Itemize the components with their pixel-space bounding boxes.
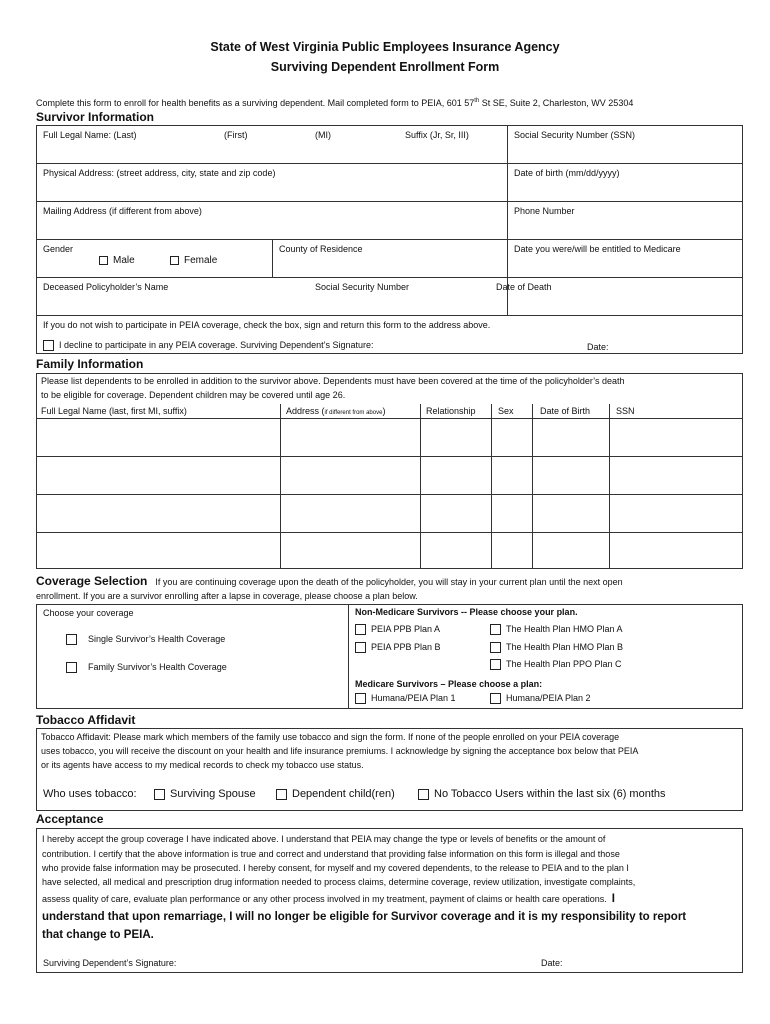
- ppb-a-option[interactable]: [355, 624, 440, 635]
- deceased-ssn-label[interactable]: Social Security Number: [315, 282, 410, 292]
- family-coverage-checkbox[interactable]: [66, 662, 77, 673]
- divider: [272, 239, 273, 277]
- ppb-a-checkbox[interactable]: [355, 624, 366, 635]
- ppb-b-option[interactable]: [355, 642, 441, 653]
- humana-2-option[interactable]: [490, 693, 591, 704]
- humana-1-option[interactable]: [355, 693, 456, 704]
- col-dob: Date of Birth: [540, 406, 591, 416]
- col-address-label: Address (: [286, 406, 325, 416]
- female-label: Female: [184, 255, 218, 266]
- hmo-a-checkbox[interactable]: [490, 624, 501, 635]
- choose-coverage-label: Choose your coverage: [43, 608, 134, 618]
- ppo-c-option[interactable]: [490, 659, 622, 670]
- acceptance-line-5: [42, 893, 615, 907]
- tobacco-line-1: Tobacco Affidavit: Please mark which members of the family use tobacco and sign the form. If none of the people enrolled on your PEIA coverage: [41, 732, 620, 742]
- decline-date-label[interactable]: Date:: [587, 342, 609, 352]
- no-tobacco-checkbox[interactable]: [418, 789, 429, 800]
- survivor-heading: Survivor Information: [36, 110, 155, 124]
- no-tobacco-option[interactable]: [418, 788, 666, 800]
- divider: [36, 456, 743, 457]
- male-label: Male: [113, 255, 135, 266]
- divider: [420, 404, 421, 569]
- tobacco-line-3: or its agents have access to my medical records to check my tobacco use status.: [41, 760, 364, 770]
- female-checkbox[interactable]: [170, 256, 179, 265]
- divider: [36, 239, 743, 240]
- hmo-b-checkbox[interactable]: [490, 642, 501, 653]
- humana-2-checkbox[interactable]: [490, 693, 501, 704]
- coverage-heading: Coverage Selection: [36, 574, 148, 588]
- divider: [36, 532, 743, 533]
- female-option[interactable]: [170, 255, 217, 266]
- form-subtitle: Surviving Dependent Enrollment Form: [270, 60, 500, 74]
- physical-address-label[interactable]: Physical Address: (street address, city, state and zip code): [43, 168, 276, 178]
- decline-label: I decline to participate in any PEIA coverage. Surviving Dependent’s Signature:: [59, 340, 374, 350]
- name-last-label[interactable]: Full Legal Name: (Last): [43, 130, 137, 140]
- intro-pre: Complete this form to enroll for health benefits as a surviving dependent. Mail completed form to PEIA, 601 57: [36, 98, 475, 108]
- acceptance-bold-1: I: [611, 893, 615, 905]
- gender-label: Gender: [43, 244, 74, 254]
- intro-post: St SE, Suite 2, Charleston, WV 25304: [479, 98, 634, 108]
- humana-1-label: Humana/PEIA Plan 1: [371, 693, 456, 703]
- acceptance-signature-label[interactable]: Surviving Dependent’s Signature:: [43, 958, 177, 968]
- family-heading: Family Information: [36, 357, 144, 371]
- humana-2-label: Humana/PEIA Plan 2: [506, 693, 591, 703]
- col-relationship: Relationship: [426, 406, 476, 416]
- dependent-checkbox[interactable]: [276, 789, 287, 800]
- intro-sup: th: [474, 98, 480, 104]
- form-title: State of West Virginia Public Employees Insurance Agency: [210, 40, 560, 54]
- decline-instruction: If you do not wish to participate in PEIA coverage, check the box, sign and return this form to the address above.: [43, 320, 491, 330]
- family-coverage-option[interactable]: [66, 662, 227, 673]
- acceptance-line-3: who provide false information may be prosecuted. I hereby consent, for myself and my covered dependents, to the release to PEIA and to the plan I: [42, 863, 629, 873]
- col-address-small: if different from above: [324, 410, 383, 416]
- single-coverage-label: Single Survivor’s Health Coverage: [88, 634, 226, 644]
- col-name: Full Legal Name (last, first MI, suffix): [41, 406, 187, 416]
- divider: [491, 404, 492, 569]
- deceased-name-label[interactable]: Deceased Policyholder’s Name: [43, 282, 169, 292]
- family-instruction-1: Please list dependents to be enrolled in addition to the survivor above. Dependents must have been covered at the time of the policyholder’s death: [41, 376, 625, 386]
- acceptance-bold-2: understand that upon remarriage, I will no longer be eligible for Survivor coverage and it is my responsibility to report: [42, 911, 687, 923]
- acceptance-bold-3: that change to PEIA.: [42, 929, 154, 941]
- ppo-c-checkbox[interactable]: [490, 659, 501, 670]
- ssn-label[interactable]: Social Security Number (SSN): [514, 130, 636, 140]
- intro-text: [36, 95, 633, 111]
- divider: [36, 494, 743, 495]
- col-ssn: SSN: [616, 406, 635, 416]
- spouse-label: Surviving Spouse: [170, 788, 256, 800]
- acceptance-line-1: I hereby accept the group coverage I have indicated above. I understand that PEIA may change the type or levels of benefits or the amount of: [42, 834, 606, 844]
- name-mi-label[interactable]: (MI): [315, 130, 331, 140]
- col-address: [286, 406, 385, 416]
- single-coverage-checkbox[interactable]: [66, 634, 77, 645]
- no-tobacco-label: No Tobacco Users within the last six (6) months: [434, 788, 666, 800]
- male-checkbox[interactable]: [99, 256, 108, 265]
- divider: [36, 315, 743, 316]
- name-suffix-label[interactable]: Suffix (Jr, Sr, III): [405, 130, 469, 140]
- name-first-label[interactable]: (First): [224, 130, 248, 140]
- col-sex: Sex: [498, 406, 514, 416]
- single-coverage-option[interactable]: [66, 634, 225, 645]
- acceptance-line-5-text: assess quality of care, evaluate plan performance or any other process involved in my treatment, payment of claims or health care operations.: [42, 894, 607, 904]
- tobacco-line-2: uses tobacco, you will receive the discount on your health and life insurance premiums. I acknowledge by signing the acceptance box below that PEIA: [41, 746, 639, 756]
- acceptance-line-4: have selected, all medical and prescription drug information needed to process claims, determine coverage, review utilization, investigate complaints,: [42, 877, 636, 887]
- male-option[interactable]: [99, 255, 135, 266]
- divider: [348, 604, 349, 709]
- divider: [532, 404, 533, 569]
- divider: [36, 163, 743, 164]
- divider: [36, 201, 743, 202]
- family-instruction-2: to be eligible for coverage. Dependent children may be covered until age 26.: [41, 390, 346, 400]
- tobacco-heading: Tobacco Affidavit: [36, 713, 136, 727]
- acceptance-date-label[interactable]: Date:: [541, 958, 563, 968]
- divider: [609, 404, 610, 569]
- divider: [36, 277, 743, 278]
- ppb-b-label: PEIA PPB Plan B: [371, 642, 441, 652]
- col-address-close: ): [382, 406, 386, 416]
- hmo-b-option[interactable]: [490, 642, 623, 653]
- non-medicare-heading: Non-Medicare Survivors -- Please choose your plan.: [355, 607, 578, 617]
- divider: [36, 418, 743, 419]
- ppb-a-label: PEIA PPB Plan A: [371, 624, 441, 634]
- decline-option[interactable]: [43, 340, 374, 351]
- acceptance-line-2: contribution. I certify that the above information is true and correct and understand that providing false information on this form is illegal and those: [42, 849, 620, 859]
- dependent-label: Dependent child(ren): [292, 788, 395, 800]
- acceptance-heading: Acceptance: [36, 812, 104, 826]
- decline-checkbox[interactable]: [43, 340, 54, 351]
- hmo-b-label: The Health Plan HMO Plan B: [506, 642, 624, 652]
- medicare-date-label[interactable]: Date you were/will be entitled to Medicare: [514, 244, 681, 254]
- hmo-a-label: The Health Plan HMO Plan A: [506, 624, 623, 634]
- spouse-checkbox[interactable]: [154, 789, 165, 800]
- coverage-intro-2: enrollment. If you are a survivor enrolling after a lapse in coverage, please choose a plan below.: [36, 591, 418, 601]
- spouse-option[interactable]: [154, 788, 256, 800]
- dob-label[interactable]: Date of birth (mm/dd/yyyy): [514, 168, 620, 178]
- dependent-option[interactable]: [276, 788, 395, 800]
- coverage-intro-1: If you are continuing coverage upon the death of the policyholder, you will stay in your current plan until the next open: [155, 577, 623, 587]
- medicare-heading: Medicare Survivors – Please choose a plan:: [355, 679, 543, 689]
- family-coverage-label: Family Survivor’s Health Coverage: [88, 662, 227, 672]
- ppb-b-checkbox[interactable]: [355, 642, 366, 653]
- who-uses-tobacco-label: Who uses tobacco:: [43, 788, 137, 800]
- phone-label[interactable]: Phone Number: [514, 206, 575, 216]
- humana-1-checkbox[interactable]: [355, 693, 366, 704]
- ppo-c-label: The Health Plan PPO Plan C: [506, 659, 622, 669]
- divider: [280, 404, 281, 569]
- date-of-death-label[interactable]: Date of Death: [496, 282, 552, 292]
- coverage-heading-row: [36, 572, 623, 590]
- mailing-address-label[interactable]: Mailing Address (if different from above): [43, 206, 202, 216]
- hmo-a-option[interactable]: [490, 624, 623, 635]
- county-label[interactable]: County of Residence: [279, 244, 363, 254]
